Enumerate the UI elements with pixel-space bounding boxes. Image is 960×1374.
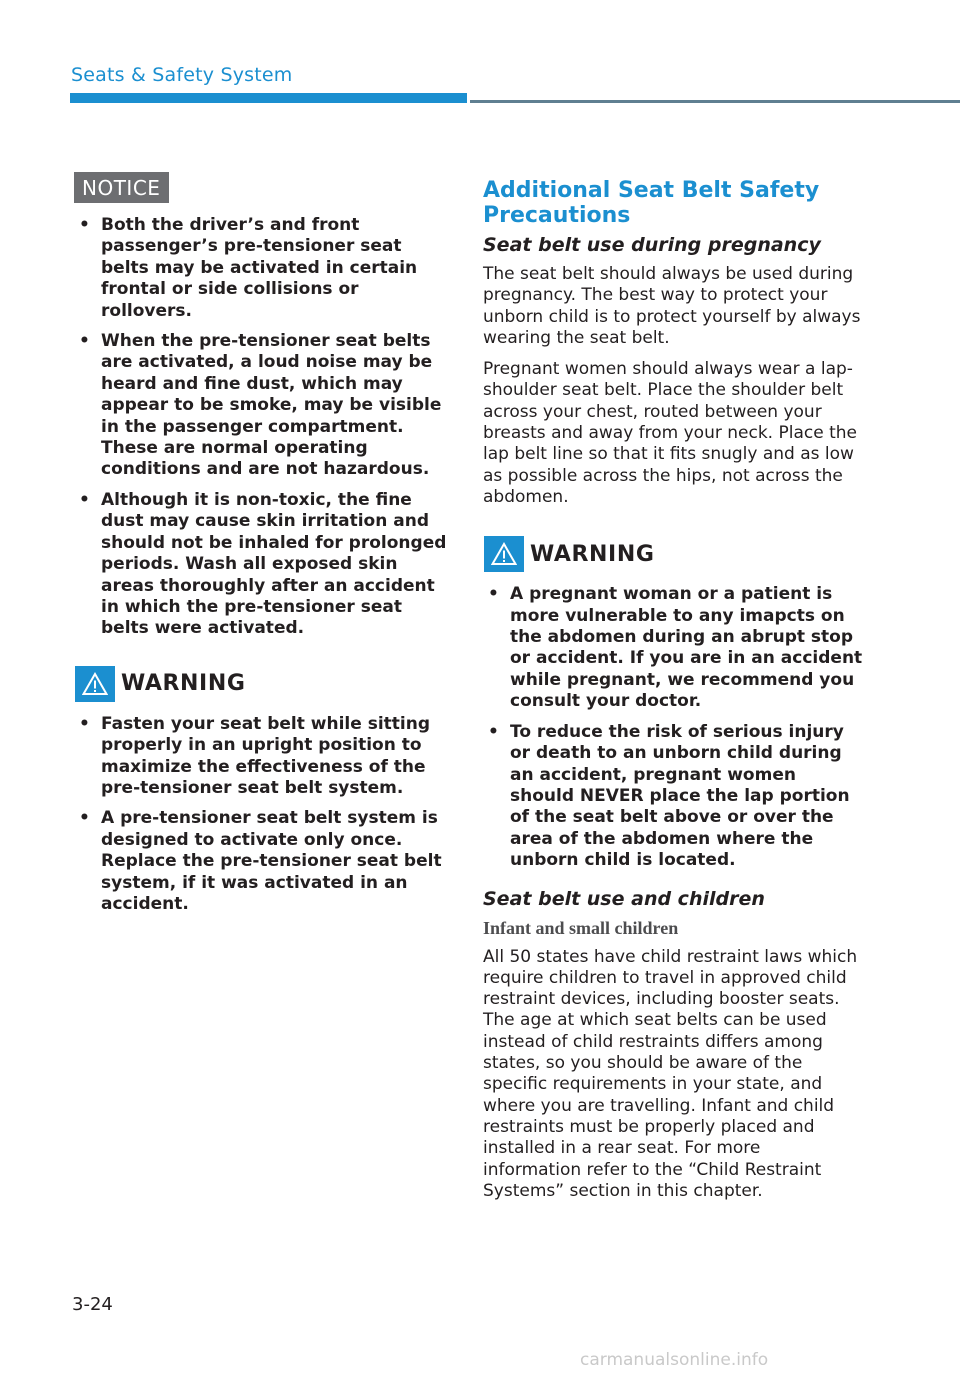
warning-heading bbox=[483, 536, 863, 572]
children-title: Seat belt use and children bbox=[483, 887, 765, 910]
list-item: • Fasten your seat belt while sitting properly in an upright position to maximize the effectiveness of the pre-tensioner seat belt system. bbox=[79, 713, 430, 798]
infant-paragraph: All 50 states have child restraint laws which require children to travel in approved child restraint devices, including booster seats. The age at which seat belts can be used instead of child restraints differs among states, so you should be aware of the specific requirements in your state, and where you are travelling. Infant and child restraints must be properly placed and installed in a rear seat. For more information refer to the “Child Restraint Systems” section in this chapter. bbox=[483, 946, 858, 1201]
warning-list bbox=[483, 584, 863, 871]
notice-badge: NOTICE bbox=[74, 172, 169, 203]
list-item: • Although it is non-toxic, the fine dust may cause skin irritation and should not be inhaled for prolonged periods. Wash all exposed skin areas thoroughly after an accident in which the pre-tensioner seat belts were activated. bbox=[79, 489, 447, 639]
warning-heading bbox=[74, 666, 454, 702]
pregnancy-title: Seat belt use during pregnancy bbox=[483, 234, 821, 256]
warning-label: WARNING bbox=[121, 671, 246, 697]
pregnancy-paragraph-2: Pregnant women should always wear a lap-shoulder seat belt. Place the shoulder belt across your chest, routed between your breasts and away from your neck. Place the lap belt line so that it fits snugly and as low as possible across the hips, not across the abdomen. bbox=[483, 359, 857, 507]
list-item: • To reduce the risk of serious injury or death to an unborn child during an accident, pregnant women should NEVER place the lap portion of the seat belt above or over the area of the abdomen where the unborn child is located. bbox=[488, 721, 850, 871]
header-title: Seats & Safety System bbox=[71, 64, 293, 86]
list-item: • A pre-tensioner seat belt system is designed to activate only once. Replace the pre-tensioner seat belt system, if it was activated in an accident. bbox=[79, 808, 442, 914]
pregnancy-paragraph-1: The seat belt should always be used during pregnancy. The best way to protect your unborn child is to protect yourself by always wearing the seat belt. bbox=[483, 264, 861, 348]
warning-label: WARNING bbox=[530, 541, 655, 567]
warning-triangle-icon bbox=[75, 666, 115, 702]
header-rule-grey bbox=[470, 100, 960, 103]
watermark: carmanualsonline.info bbox=[580, 1350, 769, 1370]
warning-triangle-icon bbox=[484, 536, 524, 572]
left-column bbox=[74, 172, 454, 924]
section-title: Additional Seat Belt Safety Precautions bbox=[483, 178, 820, 228]
page-number: 3-24 bbox=[72, 1294, 113, 1315]
list-item: • A pregnant woman or a patient is more vulnerable to any imapcts on the abdomen during an abrupt stop or accident. If you are in an accident while pregnant, we recommend you consult your doctor. bbox=[488, 584, 863, 712]
infant-title: Infant and small children bbox=[483, 917, 679, 938]
right-column bbox=[483, 178, 863, 1212]
header-rule-blue bbox=[70, 93, 467, 103]
warning-list bbox=[74, 714, 454, 916]
list-item: • Both the driver’s and front passenger’s pre-tensioner seat belts may be activated in certain frontal or side collisions or rollovers. bbox=[79, 215, 418, 321]
list-item: • When the pre-tensioner seat belts are activated, a loud noise may be heard and fine dust, which may appear to be smoke, may be visible in the passenger compartment. These are normal operating conditions and are not hazardous. bbox=[79, 331, 442, 480]
notice-list bbox=[74, 215, 454, 640]
